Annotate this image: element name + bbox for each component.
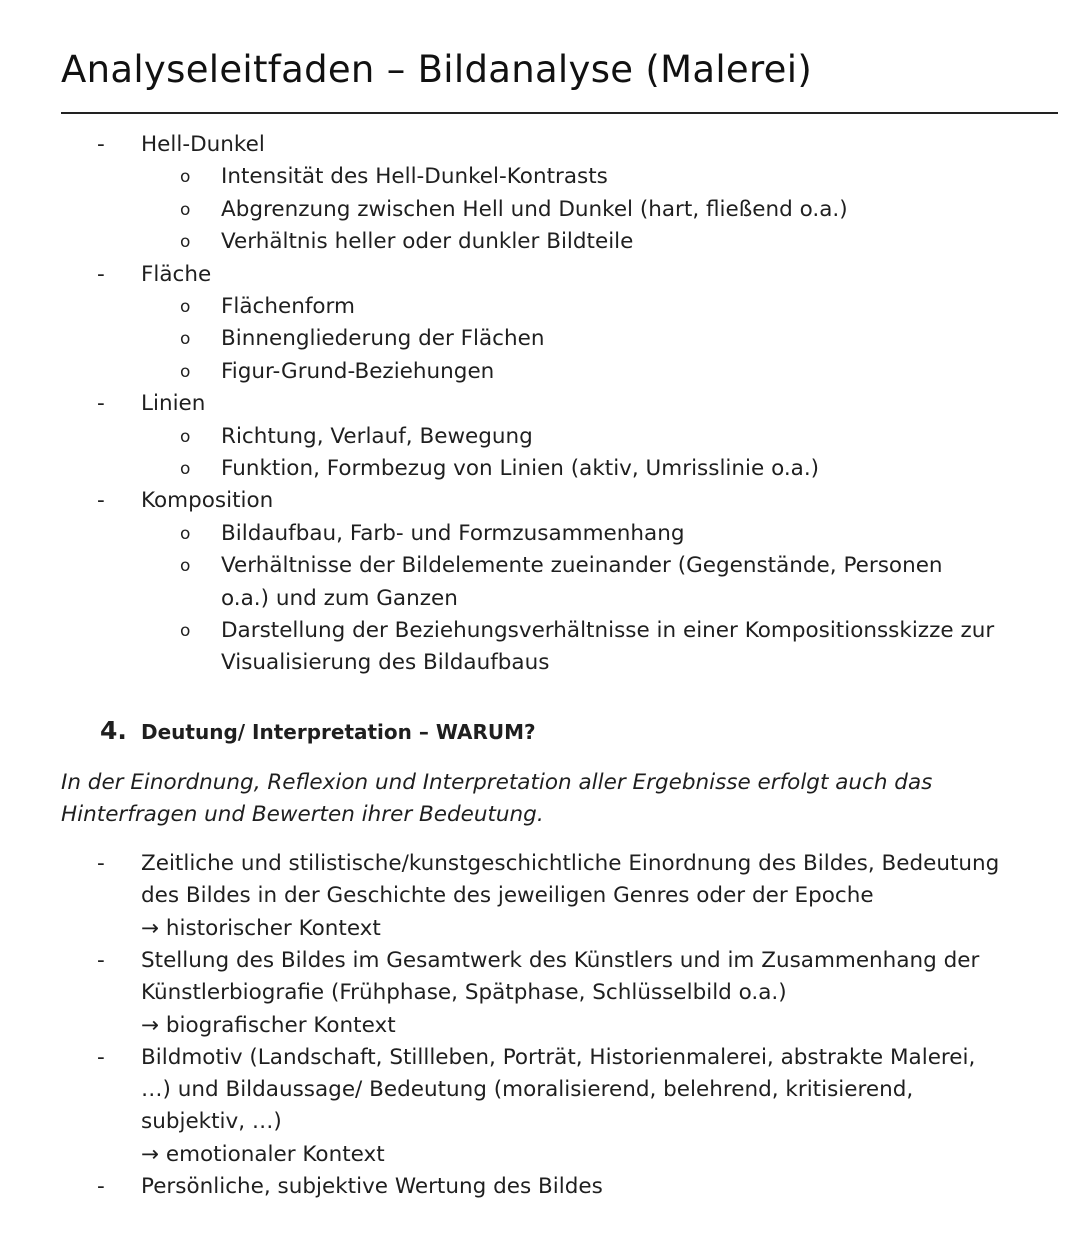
context-item-1: Zeitliche und stilistische/kunstgeschichtliche Einordnung des Bildes, Bedeutung	[141, 851, 1000, 876]
group-heading-1: Hell-Dunkel	[141, 132, 265, 157]
sub-bullet-marker: o	[180, 297, 191, 317]
group-dash-marker: -	[97, 132, 105, 157]
context-item-3: Bildmotiv (Landschaft, Stillleben, Porträt, Historienmalerei, abstrakte Malerei,	[141, 1044, 976, 1070]
sub-item-4-2-cont: o.a.) und zum Ganzen	[221, 585, 458, 611]
section-number: 4.	[100, 716, 127, 745]
sub-item-1-3: Verhältnis heller oder dunkler Bildteile	[221, 229, 634, 255]
context-item-2-cont: Künstlerbiografie (Frühphase, Spätphase, Schlüsselbild o.a.)	[141, 980, 787, 1006]
sub-bullet-marker: o	[180, 621, 191, 641]
sub-bullet-marker: o	[180, 361, 191, 382]
group-heading-4: Komposition	[141, 488, 274, 514]
sub-bullet-marker: o	[180, 426, 191, 447]
sub-bullet-marker: o	[180, 329, 191, 350]
group-dash-marker: -	[97, 391, 105, 417]
context-item-1-cont: des Bildes in der Geschichte des jeweiligen Genres oder der Epoche	[141, 883, 874, 909]
sub-item-4-3: Darstellung der Beziehungsverhältnisse in einer Kompositionsskizze zur	[221, 618, 995, 643]
context-item-3-cont: subjektiv, …)	[141, 1109, 282, 1135]
context-label-3: → emotionaler Kontext	[141, 1141, 385, 1167]
group-dash-marker: -	[97, 261, 105, 287]
context-dash-marker: -	[97, 1044, 105, 1070]
context-dash-marker: -	[97, 851, 105, 876]
page-title: Analyseleitfaden – Bildanalyse (Malerei)	[61, 48, 813, 91]
sub-bullet-marker: o	[180, 232, 191, 253]
sub-item-2-1: Flächenform	[221, 294, 355, 319]
context-item-4: Persönliche, subjektive Wertung des Bildes	[141, 1174, 603, 1199]
group-heading-3: Linien	[141, 391, 206, 417]
context-item-3-cont: …) und Bildaussage/ Bedeutung (moralisierend, belehrend, kritisierend,	[141, 1077, 914, 1103]
sub-item-4-1: Bildaufbau, Farb- und Formzusammenhang	[221, 520, 685, 546]
sub-bullet-marker: o	[180, 523, 191, 544]
sub-bullet-marker: o	[180, 556, 191, 577]
context-label-2: → biografischer Kontext	[141, 1012, 396, 1038]
sub-item-3-2: Funktion, Formbezug von Linien (aktiv, Umrisslinie o.a.)	[221, 456, 820, 481]
intro-text-line-1: In der Einordnung, Reflexion und Interpretation aller Ergebnisse erfolgt auch das	[61, 770, 933, 795]
group-heading-2: Fläche	[141, 261, 212, 287]
sub-item-4-3-cont: Visualisierung des Bildaufbaus	[221, 650, 550, 676]
sub-item-3-1: Richtung, Verlauf, Bewegung	[221, 423, 533, 449]
sub-bullet-marker: o	[180, 199, 191, 220]
group-dash-marker: -	[97, 488, 105, 514]
sub-item-1-1: Intensität des Hell-Dunkel-Kontrasts	[221, 164, 608, 190]
intro-text-line-2: Hinterfragen und Bewerten ihrer Bedeutung.	[61, 801, 544, 827]
context-dash-marker: -	[97, 1174, 105, 1199]
context-item-2: Stellung des Bildes im Gesamtwerk des Künstlers und im Zusammenhang der	[141, 947, 980, 973]
sub-item-4-2: Verhältnisse der Bildelemente zueinander (Gegenstände, Personen	[221, 553, 943, 579]
section-title: Deutung/ Interpretation – WARUM?	[141, 720, 536, 744]
sub-item-2-3: Figur-Grund-Beziehungen	[221, 358, 495, 384]
context-label-1: → historischer Kontext	[141, 915, 381, 941]
sub-bullet-marker: o	[180, 167, 191, 188]
title-divider	[61, 112, 1058, 114]
sub-item-2-2: Binnengliederung der Flächen	[221, 326, 545, 352]
sub-item-1-2: Abgrenzung zwischen Hell und Dunkel (hart, fließend o.a.)	[221, 196, 848, 222]
context-dash-marker: -	[97, 947, 105, 973]
sub-bullet-marker: o	[180, 459, 191, 479]
